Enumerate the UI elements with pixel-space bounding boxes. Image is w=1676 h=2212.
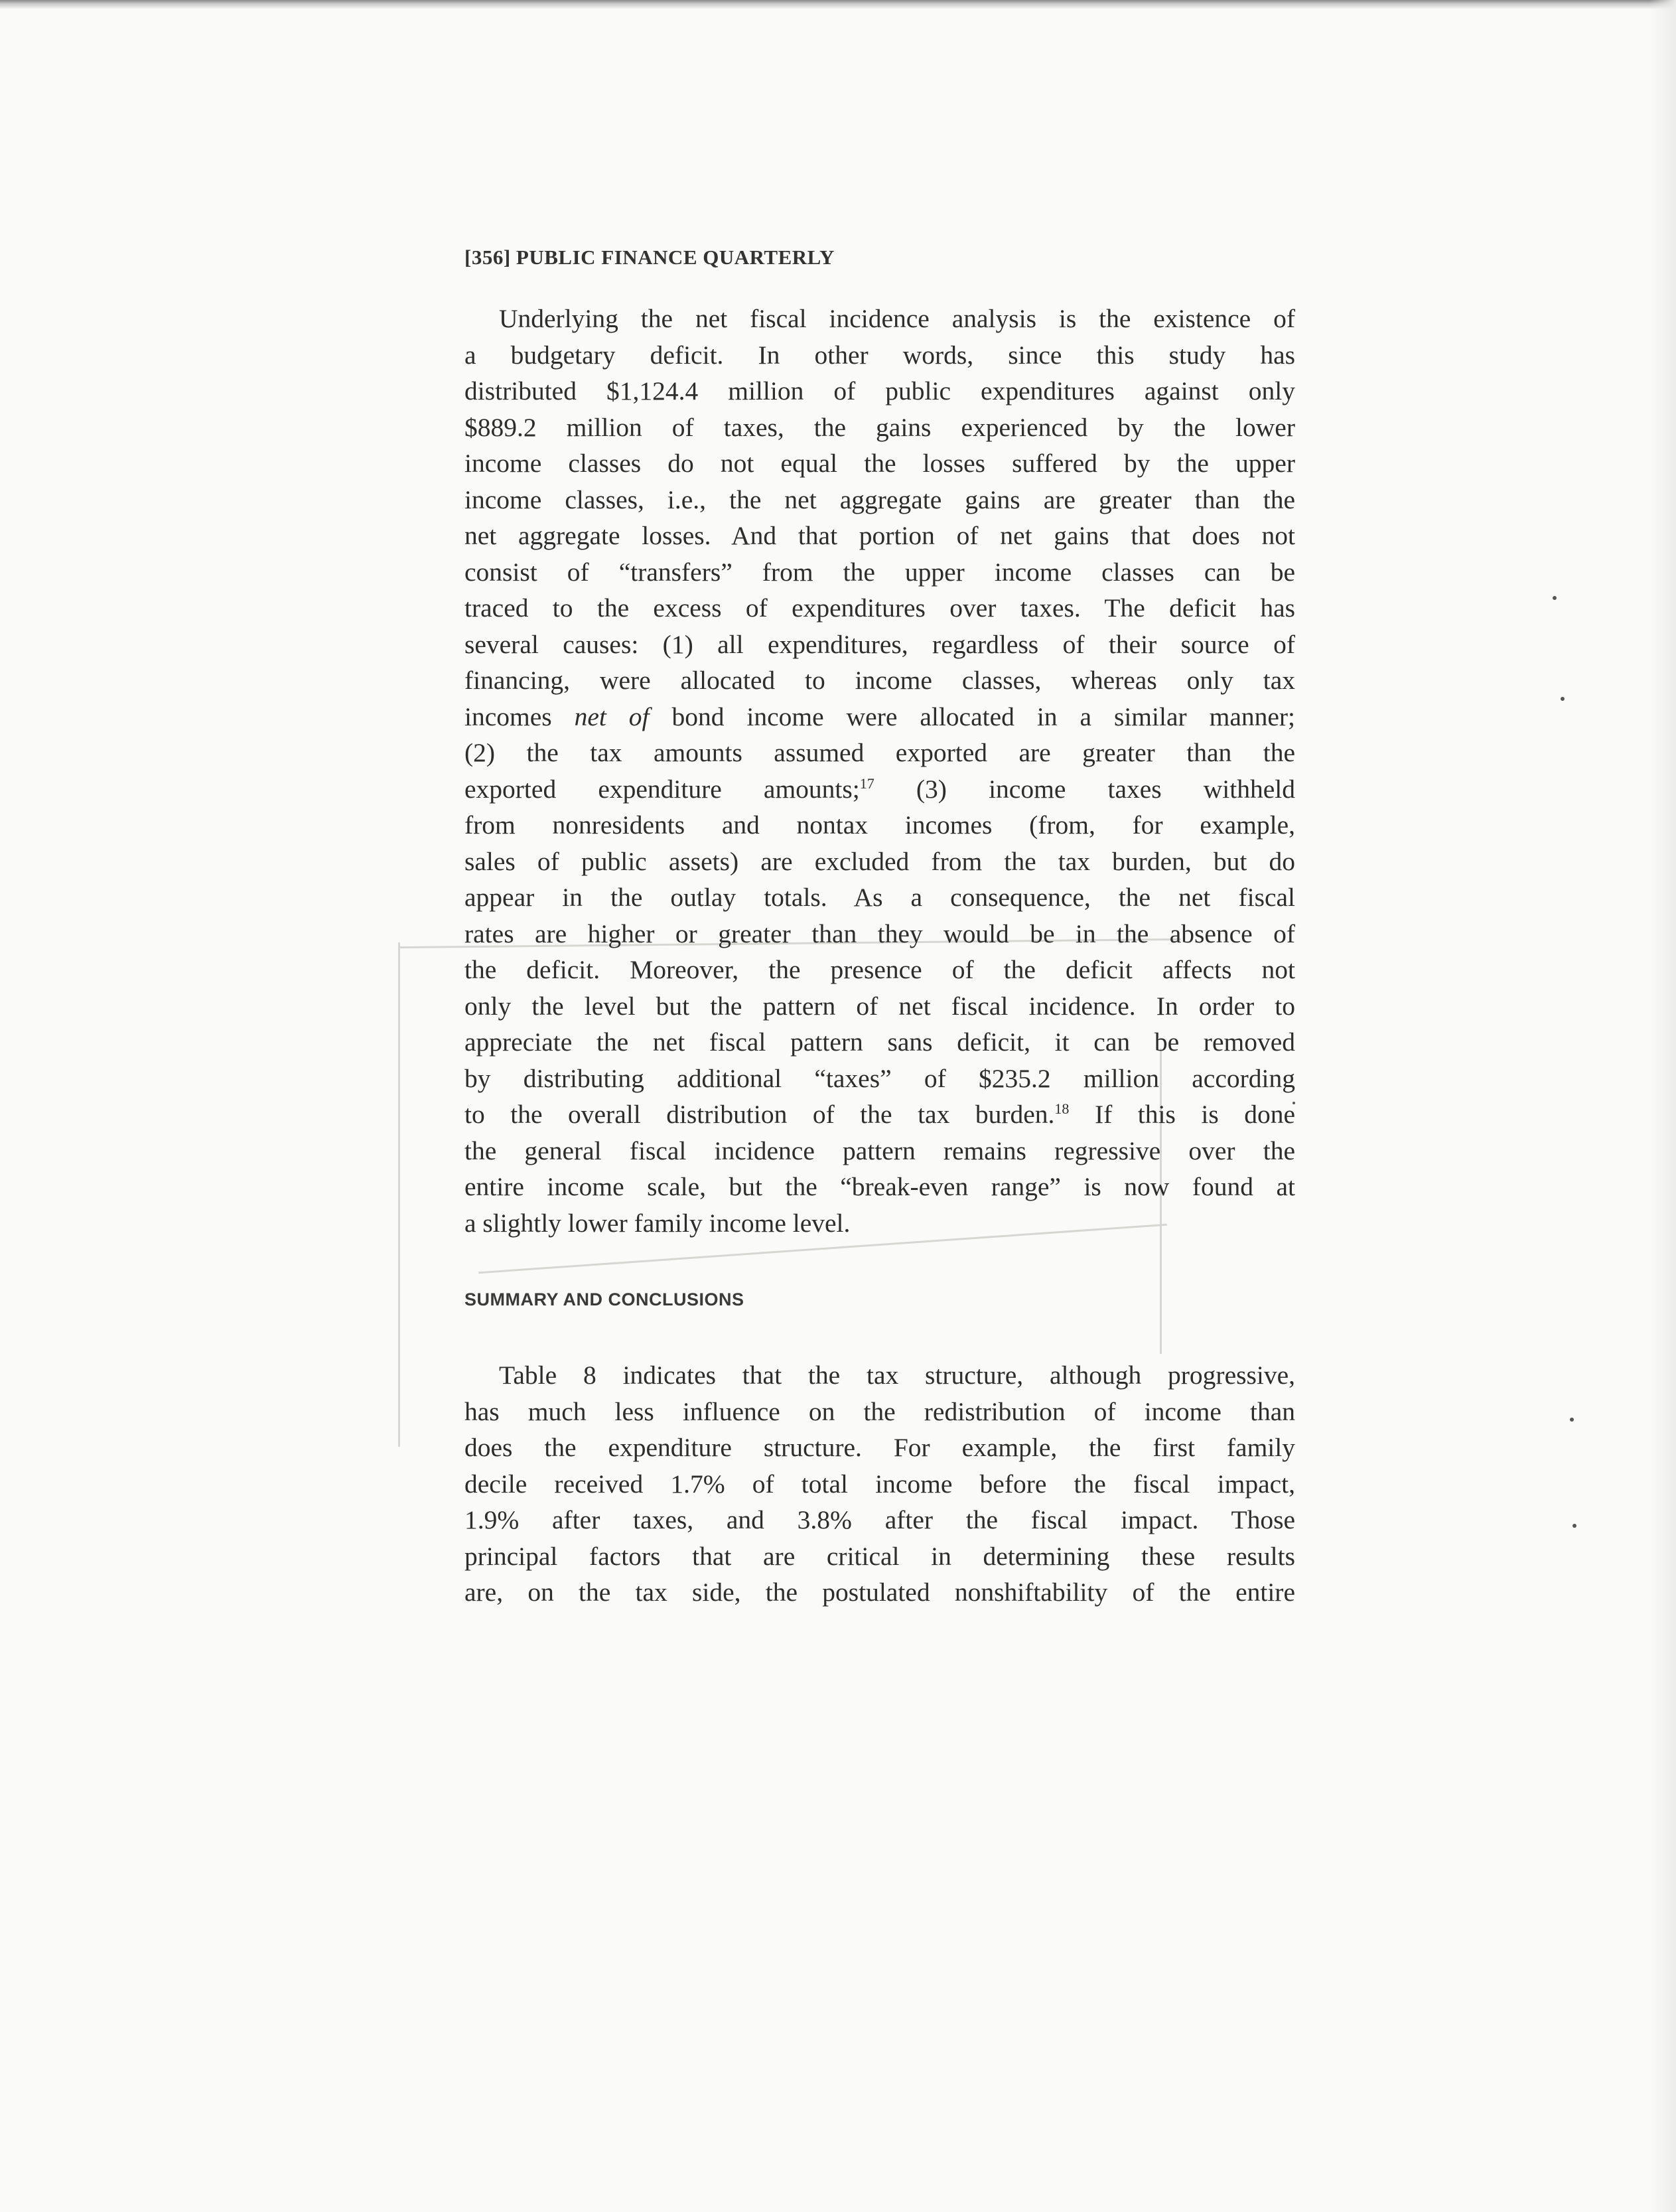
scan-speck <box>1570 1418 1574 1422</box>
text-line-with-footnote <box>464 1096 1295 1133</box>
text-line: (2) the tax amounts assumed exported are greater than the <box>464 738 1295 767</box>
text-line-with-italic <box>464 699 1295 735</box>
scan-speck <box>1561 697 1565 701</box>
text-line: distributed $1,124.4 million of public expenditures against only <box>464 376 1295 406</box>
text-line: a budgetary deficit. In other words, since this study has <box>464 340 1295 370</box>
italic-phrase: net of <box>574 701 650 731</box>
text-line: by distributing additional “taxes” of $235.2 million according <box>464 1063 1295 1093</box>
text-line: income classes do not equal the losses suffered by the upper <box>464 449 1295 478</box>
footnote-marker-18: 18 <box>1054 1100 1070 1117</box>
text-line: does the expenditure structure. For example, the first family <box>464 1433 1295 1462</box>
text-line: the deficit. Moreover, the presence of the deficit affects not <box>464 955 1295 984</box>
running-head: [356] PUBLIC FINANCE QUARTERLY <box>464 246 835 269</box>
text-line: Underlying the net fiscal incidence analysis is the existence of <box>499 304 1295 333</box>
scan-speck <box>1572 1524 1576 1528</box>
text-line: only the level but the pattern of net fiscal incidence. In order to <box>464 991 1295 1021</box>
text-line: a slightly lower family income level. <box>464 1208 851 1238</box>
text-line: entire income scale, but the “break-even range” is now found at <box>464 1172 1295 1201</box>
text-fragment: to the overall distribution of the tax burden. <box>464 1100 1055 1129</box>
text-line: income classes, i.e., the net aggregate gains are greater than the <box>464 484 1295 514</box>
text-line: the general fiscal incidence pattern remains regressive over the <box>464 1136 1295 1165</box>
text-line: traced to the excess of expenditures over taxes. The deficit has <box>464 593 1295 623</box>
scan-edge-top <box>0 0 1676 9</box>
text-line: rates are higher or greater than they would be in the absence of <box>464 919 1295 948</box>
text-line: Table 8 indicates that the tax structure, although progressive, <box>499 1361 1295 1390</box>
footnote-marker-17: 17 <box>859 774 874 792</box>
section-heading: SUMMARY AND CONCLUSIONS <box>464 1290 744 1309</box>
text-line: sales of public assets) are excluded from the tax burden, but do <box>464 846 1295 876</box>
text-fragment: exported expenditure amounts; <box>464 774 860 804</box>
text-fragment: bond income were allocated in a similar manner; <box>671 701 1296 731</box>
text-fragment: (3) income taxes withheld <box>916 774 1296 804</box>
text-line: consist of “transfers” from the upper income classes can be <box>464 557 1295 587</box>
text-line: principal factors that are critical in determining these results <box>464 1541 1295 1571</box>
scan-edge-right <box>1649 0 1676 2212</box>
text-line: 1.9% after taxes, and 3.8% after the fiscal impact. Those <box>464 1505 1295 1534</box>
text-fragment: incomes <box>464 701 552 731</box>
text-line-with-footnote <box>464 771 1295 808</box>
text-line: has much less influence on the redistribution of income than <box>464 1396 1295 1426</box>
bleed-through-line <box>398 942 400 1447</box>
text-line: $889.2 million of taxes, the gains experienced by the lower <box>464 412 1295 442</box>
paragraph-deficit <box>464 301 1295 1241</box>
text-line: from nonresidents and nontax incomes (from, for example, <box>464 810 1295 840</box>
text-line: financing, were allocated to income classes, whereas only tax <box>464 666 1295 695</box>
text-line: several causes: (1) all expenditures, regardless of their source of <box>464 629 1295 659</box>
paragraph-summary <box>464 1357 1295 1611</box>
scan-speck <box>1553 596 1557 600</box>
text-line: decile received 1.7% of total income before the fiscal impact, <box>464 1469 1295 1499</box>
text-line: appear in the outlay totals. As a consequence, the net fiscal <box>464 883 1295 912</box>
text-line: appreciate the net fiscal pattern sans deficit, it can be removed <box>464 1027 1295 1057</box>
text-line: net aggregate losses. And that portion of net gains that does not <box>464 521 1295 550</box>
text-line: are, on the tax side, the postulated nonshiftability of the entire <box>464 1578 1295 1607</box>
text-fragment: If this is done <box>1094 1100 1295 1129</box>
